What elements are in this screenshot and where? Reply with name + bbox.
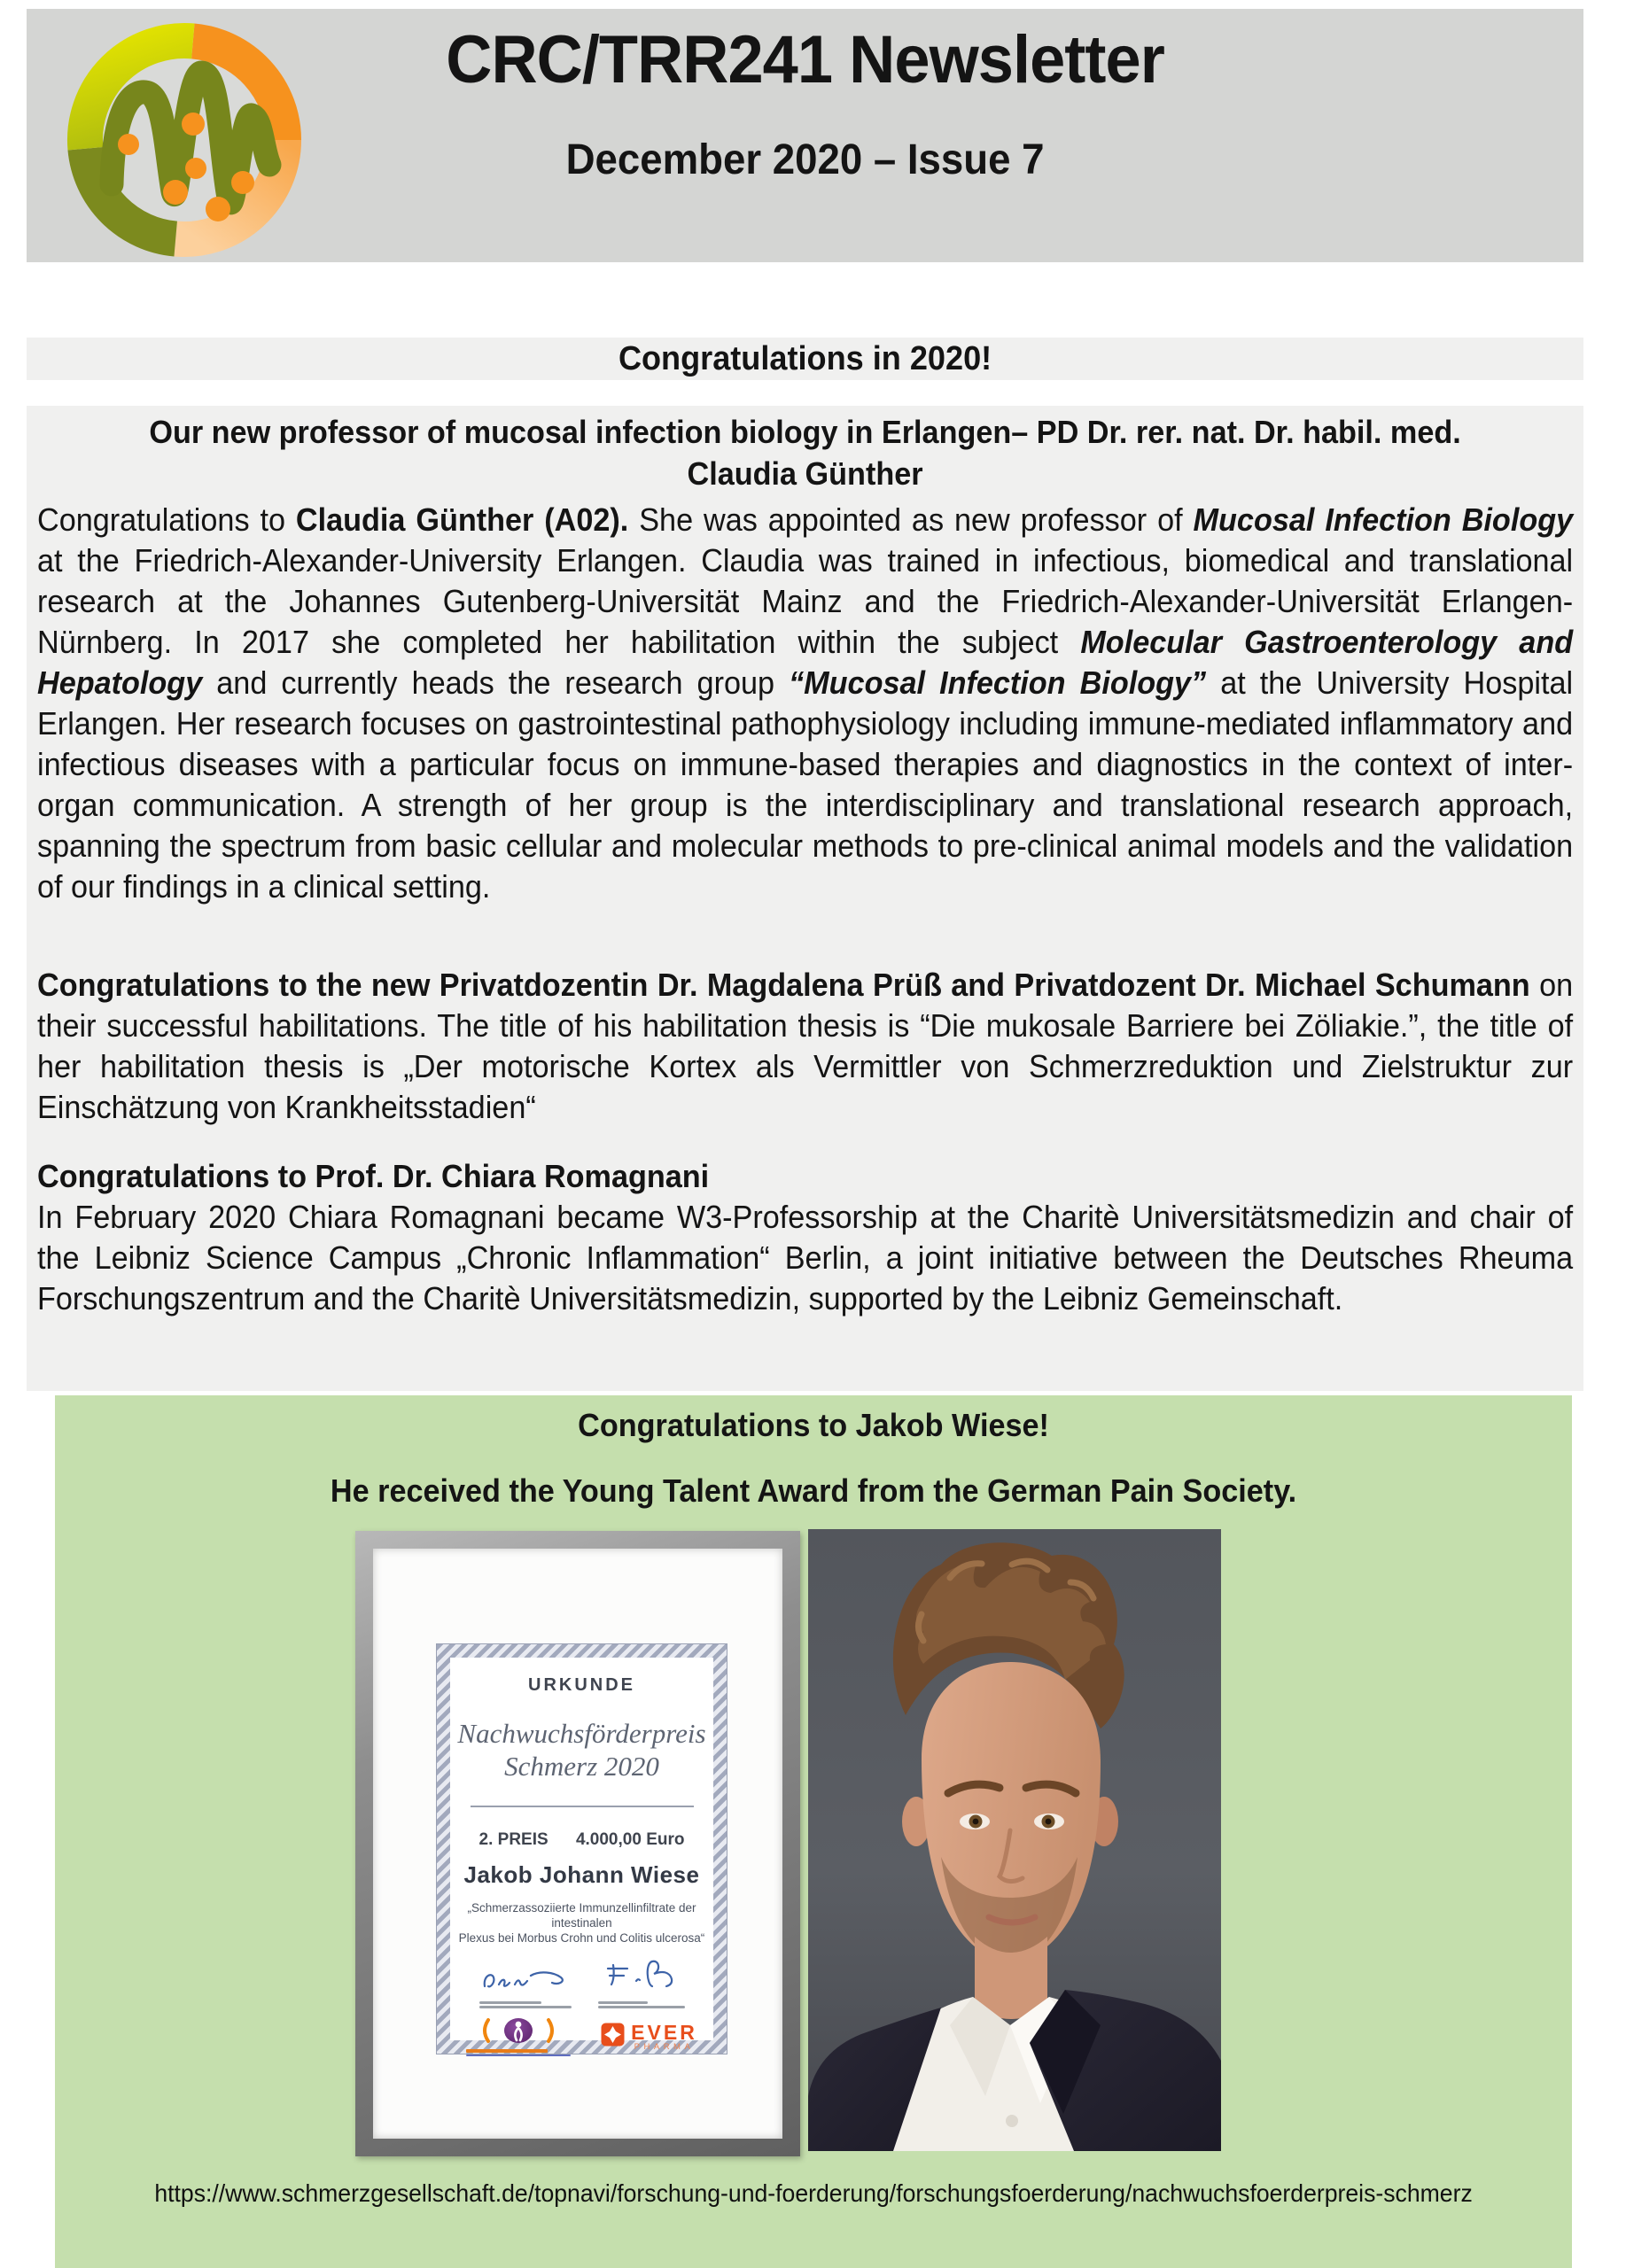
certificate-award-name-line2: Schmerz 2020: [504, 1751, 659, 1782]
certificate-thesis-line2: Plexus bei Morbus Crohn und Colitis ulcerosa“: [458, 1931, 705, 1945]
certificate-prize: 2. PREIS: [478, 1830, 548, 1849]
award-section: [55, 1395, 1572, 2268]
signature-right: [598, 1956, 685, 2008]
claudia-heading-line1: Our new professor of mucosal infection biology in Erlangen– PD Dr. rer. nat. Dr. habil. med.: [149, 414, 1461, 450]
ever-logo-text: EVER: [631, 2020, 697, 2044]
certificate-amount: 4.000,00 Euro: [575, 1830, 685, 1849]
header: [27, 9, 1583, 262]
romagnani-body: In February 2020 Chiara Romagnani became W3-Professorship at the Charitè Universitätsmedizin and chair of the Leibniz Science Campus „Chronic Inflammation“ Berlin, a joint initiative between the Deutsches Rheuma Forschungszentrum and the Charitè Universitätsmedizin, supported by the Leibniz Gemeinschaft.: [37, 1199, 1574, 1317]
certificate: [437, 1644, 727, 2054]
award-subheading: He received the Young Talent Award from the German Pain Society.: [330, 1472, 1297, 1509]
certificate-thesis-line1: „Schmerzassoziierte Immunzellinfiltrate der intestinalen: [467, 1901, 696, 1930]
pharma-logo-text: PHARMA: [634, 2041, 695, 2052]
certificate-divider: [471, 1806, 694, 1807]
ever-pharma-logo: [601, 2020, 697, 2052]
newsletter-title: CRC/TRR241 Newsletter: [446, 22, 1164, 97]
certificate-recipient: Jakob Johann Wiese: [463, 1861, 700, 1888]
banner-text: Congratulations in 2020!: [618, 340, 992, 377]
certificate-award-name-line1: Nachwuchsförderpreis: [457, 1718, 706, 1749]
portrait-jakob-wiese: [808, 1529, 1221, 2151]
claudia-heading-line2: Claudia Günther: [687, 455, 923, 492]
award-heading: Congratulations to Jakob Wiese!: [578, 1407, 1049, 1443]
newsletter-issue: December 2020 – Issue 7: [565, 136, 1045, 183]
deutsche-schmerzgesellschaft-logo: [466, 2017, 571, 2056]
section-claudia-guenther: [27, 406, 1583, 961]
congratulations-banner: [27, 338, 1583, 380]
romagnani-heading: Congratulations to Prof. Dr. Chiara Romagnani: [37, 1158, 710, 1194]
certificate-title: URKUNDE: [528, 1675, 635, 1695]
section-habilitations: [27, 959, 1583, 1391]
certificate-mat: [373, 1549, 782, 2139]
signature-left: [479, 1965, 575, 2008]
pruess-schumann-body: Congratulations to the new Privatdozentin Dr. Magdalena Prüß and Privatdozent Dr. Michael Schumann on their successful habilitations. The title of his habilitation thesis is “Die mukosale Barriere bei Zöliakie.”, the title of her habilitation thesis is „Der motorische Kortex als Vermittler von Schmerzreduktion und Zielstruktur zur Einschätzung von Krankheitsstadien“: [37, 967, 1574, 1125]
award-link[interactable]: https://www.schmerzgesellschaft.de/topnavi/forschung-und-foerderung/forschungsfoerderung/nachwuchsfoerderpreis-schmerz: [154, 2179, 1473, 2207]
claudia-body: Congratulations to Claudia Günther (A02). She was appointed as new professor of Mucosal Infection Biology at the Friedrich-Alexander-University Erlangen. Claudia was trained in infectious, biomedical and translational research at the Johannes Gutenberg-Universität Mainz and the Friedrich-Alexander-Universität Erlangen-Nürnberg. In 2017 she completed her habilitation within the subject Molecular Gastroenterology and Hepatology and currently heads the research group “Mucosal Infection Biology” at the University Hospital Erlangen. Her research focuses on gastrointestinal pathophysiology including immune-mediated inflammatory and infectious diseases with a particular focus on immune-based therapies and diagnostics in the context of inter-organ communication. A strength of her group is the interdisciplinary and translational research approach, spanning the spectrum from basic cellular and molecular methods to pre-clinical animal models and the validation of our findings in a clinical setting.: [37, 501, 1574, 905]
certificate-frame-image: [355, 1531, 800, 2156]
